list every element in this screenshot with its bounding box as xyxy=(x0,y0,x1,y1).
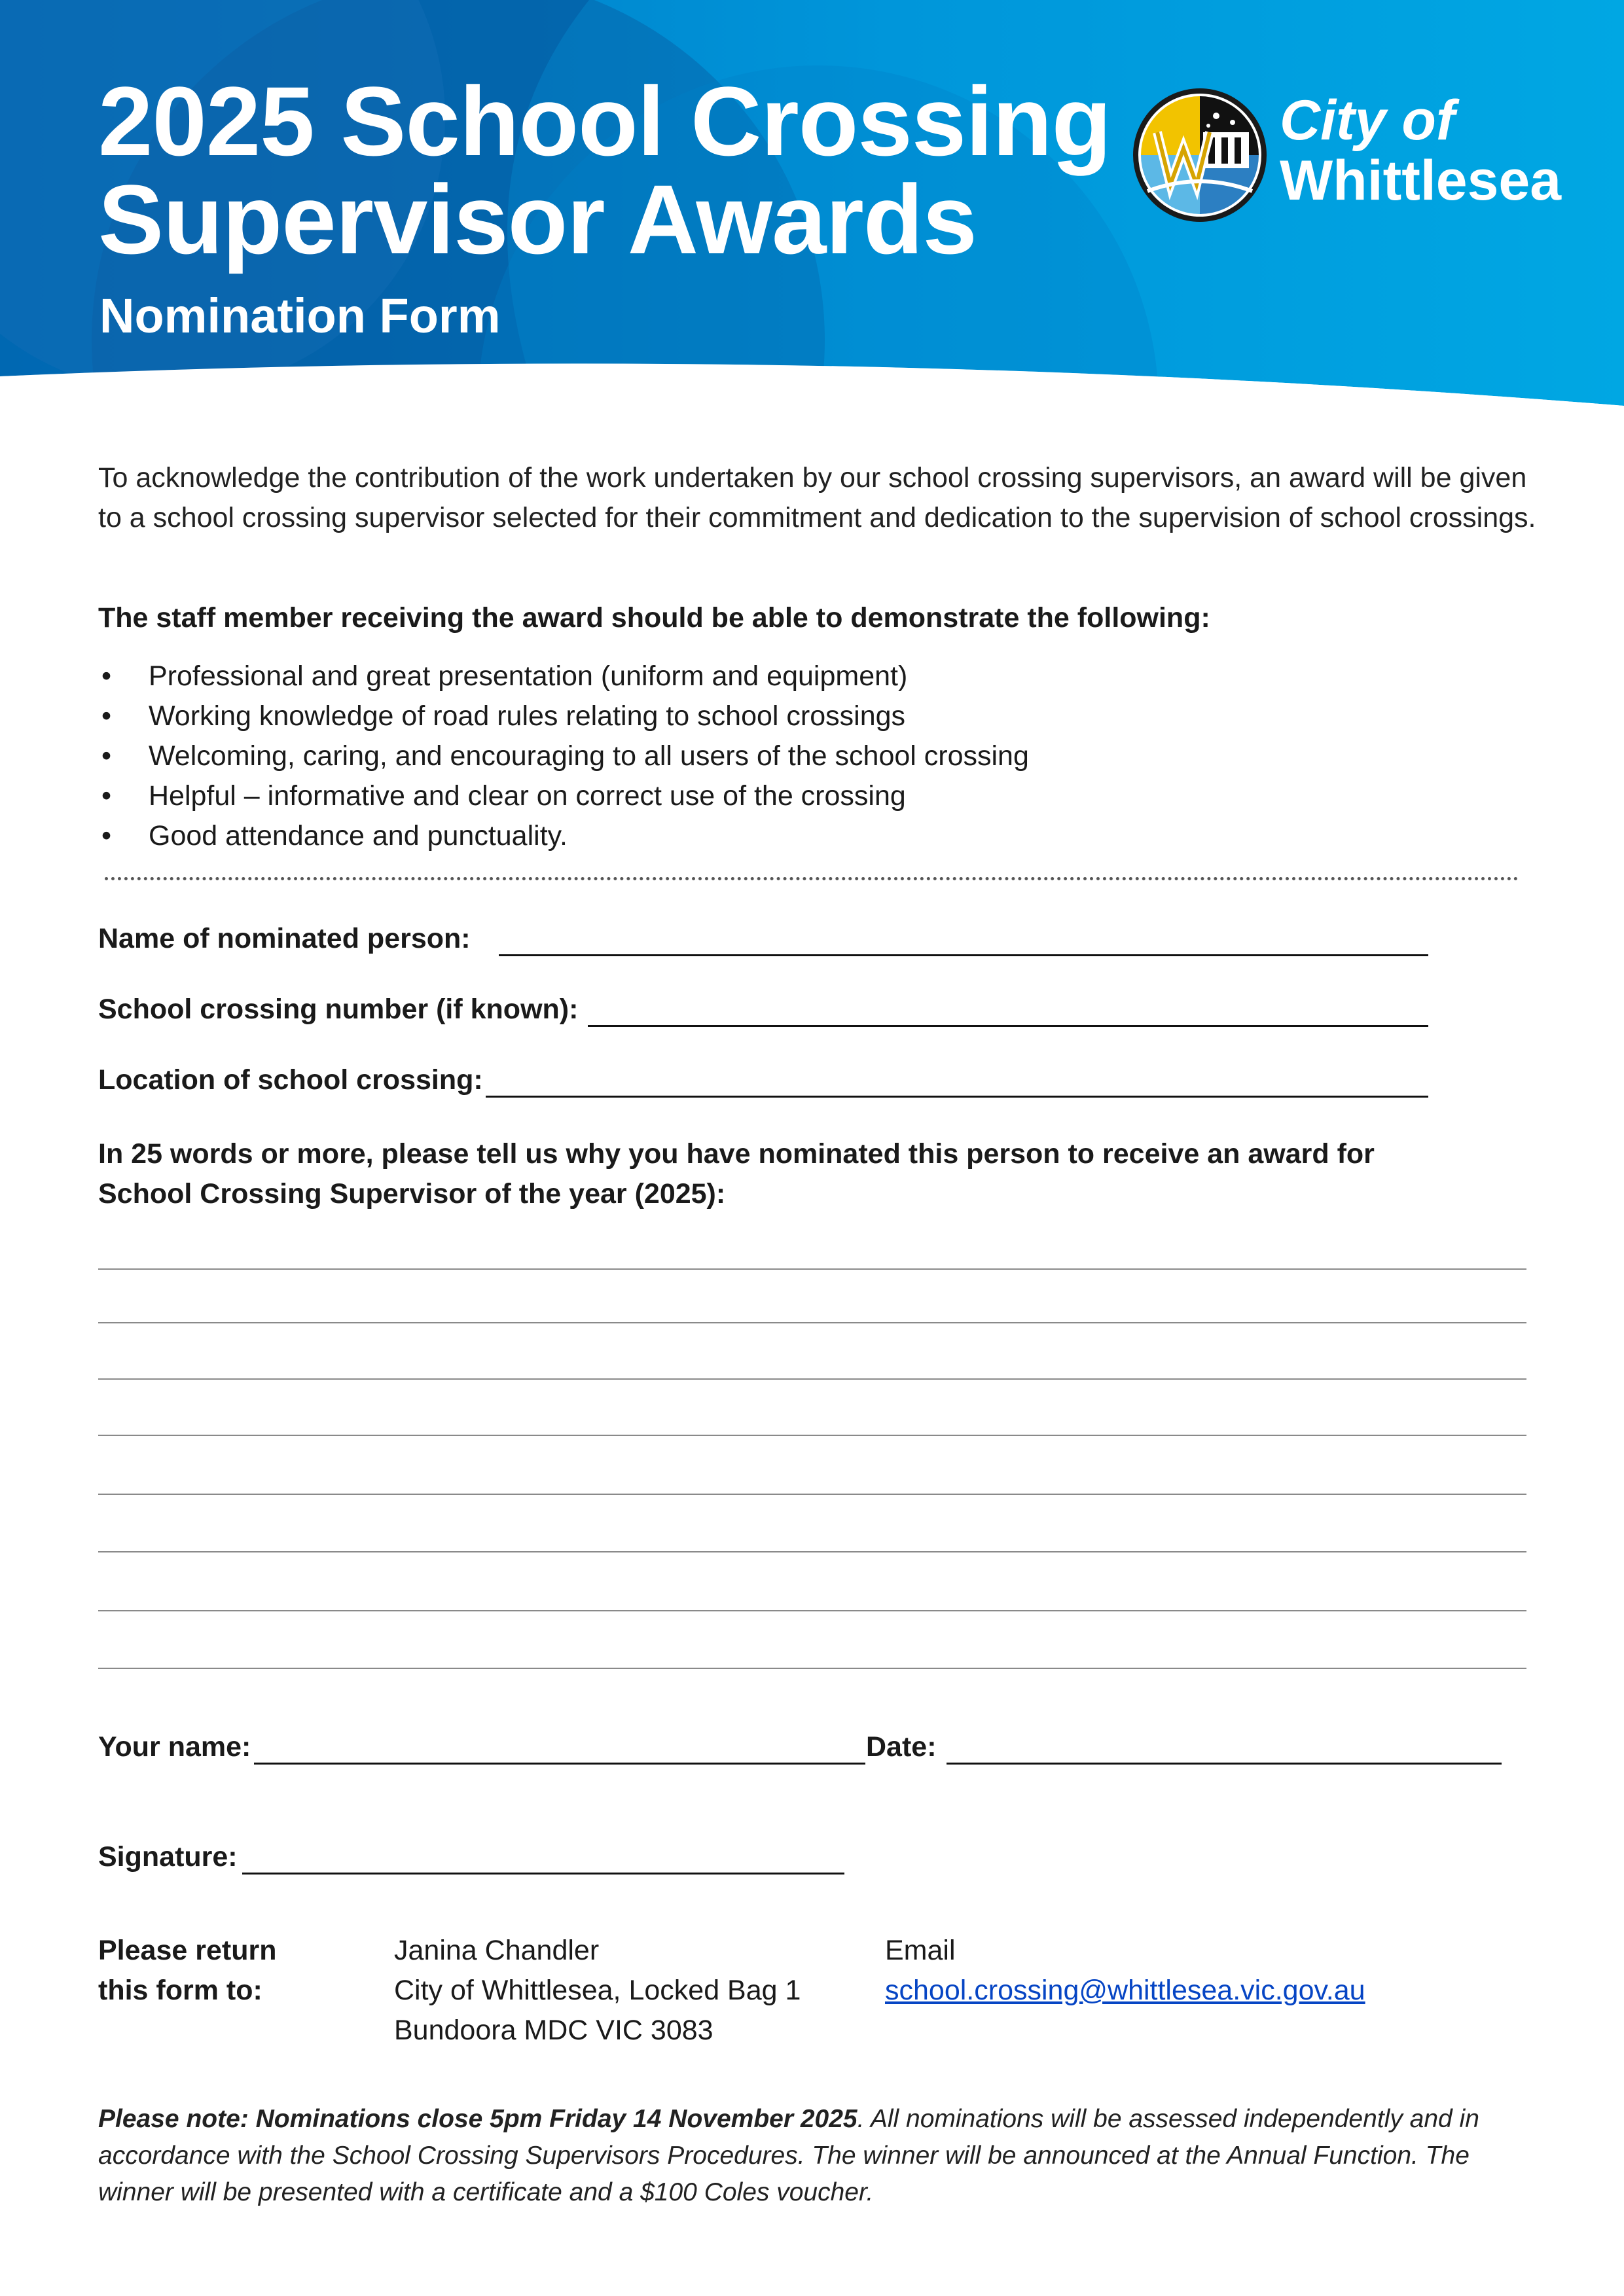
list-item: • Good attendance and punctuality. xyxy=(98,816,1029,856)
list-item: • Working knowledge of road rules relating to school crossings xyxy=(98,696,1029,736)
nominee-label: Name of nominated person: xyxy=(98,923,471,954)
criteria-list xyxy=(98,656,1029,856)
question-line-2: School Crossing Supervisor of the year (2025): xyxy=(98,1178,726,1210)
answer-line[interactable] xyxy=(98,1494,1526,1495)
bullet-icon: • xyxy=(101,660,112,692)
logo-wordmark xyxy=(1280,90,1561,211)
address-line-2: Bundoora MDC VIC 3083 xyxy=(394,2015,713,2046)
crossing-location-label: Location of school crossing: xyxy=(98,1064,483,1096)
date-label: Date: xyxy=(866,1731,937,1763)
closing-note xyxy=(98,2101,1545,2211)
closing-note-emphasis: Please note: Nominations close 5pm Friday 14 November 2025 xyxy=(98,2105,857,2133)
signature-field[interactable] xyxy=(242,1873,844,1874)
crossing-number-label: School crossing number (if known): xyxy=(98,994,579,1025)
list-item: • Helpful – informative and clear on correct use of the crossing xyxy=(98,776,1029,816)
bullet-icon: • xyxy=(101,700,112,732)
address-line-1: City of Whittlesea, Locked Bag 1 xyxy=(394,1975,801,2006)
bullet-icon: • xyxy=(101,780,112,812)
answer-line[interactable] xyxy=(98,1668,1526,1669)
title-line-1: 2025 School Crossing xyxy=(98,66,1111,176)
list-item: • Welcoming, caring, and encouraging to all users of the school crossing xyxy=(98,736,1029,776)
nominee-name-field[interactable] xyxy=(499,954,1428,956)
answer-line[interactable] xyxy=(98,1610,1526,1611)
page-title xyxy=(98,66,1111,274)
answer-line[interactable] xyxy=(98,1551,1526,1552)
answer-line[interactable] xyxy=(98,1435,1526,1436)
your-name-label: Your name: xyxy=(98,1731,251,1763)
list-item: • Professional and great presentation (uniform and equipment) xyxy=(98,656,1029,696)
return-address xyxy=(394,1931,801,2051)
answer-line[interactable] xyxy=(98,1378,1526,1380)
bullet-icon: • xyxy=(101,740,112,772)
question-line-1: In 25 words or more, please tell us why you have nominated this person to receive an award for xyxy=(98,1138,1375,1170)
contact-name: Janina Chandler xyxy=(394,1935,600,1966)
logo-text-city-of: City of xyxy=(1280,89,1455,152)
closing-note-text: . All nominations will be assessed independently and in accordance with the School Crossing Supervisors Procedures. The winner will be announced at the Annual Function. The winner will be presented with a certificate and a $100 Coles voucher. xyxy=(98,2105,1479,2206)
answer-line[interactable] xyxy=(98,1268,1526,1270)
dotted-divider xyxy=(105,877,1519,880)
city-of-whittlesea-logo-icon xyxy=(1131,86,1269,224)
logo-text-whittlesea: Whittlesea xyxy=(1280,149,1562,212)
bullet-icon: • xyxy=(101,820,112,852)
return-email-block xyxy=(885,1931,1365,2011)
header-banner xyxy=(0,0,1624,419)
email-link[interactable]: school.crossing@whittlesea.vic.gov.au xyxy=(885,1975,1365,2006)
crossing-number-field[interactable] xyxy=(588,1025,1428,1027)
return-label: Please return this form to: xyxy=(98,1935,277,2006)
signature-label: Signature: xyxy=(98,1841,238,1873)
answer-line[interactable] xyxy=(98,1322,1526,1323)
email-label: Email xyxy=(885,1935,956,1966)
page-subtitle: Nomination Form xyxy=(99,289,501,343)
crossing-location-field[interactable] xyxy=(486,1096,1428,1098)
date-field[interactable] xyxy=(947,1763,1502,1765)
intro-paragraph: To acknowledge the contribution of the work undertaken by our school crossing supervisors, an award will be given to a school crossing supervisor selected for their commitment and dedication to the supervision of school crossings. xyxy=(98,462,1536,533)
criteria-heading: The staff member receiving the award should be able to demonstrate the following: xyxy=(98,602,1210,634)
title-line-2: Supervisor Awards xyxy=(98,164,977,274)
your-name-field[interactable] xyxy=(254,1763,865,1765)
nomination-question xyxy=(98,1134,1538,1214)
